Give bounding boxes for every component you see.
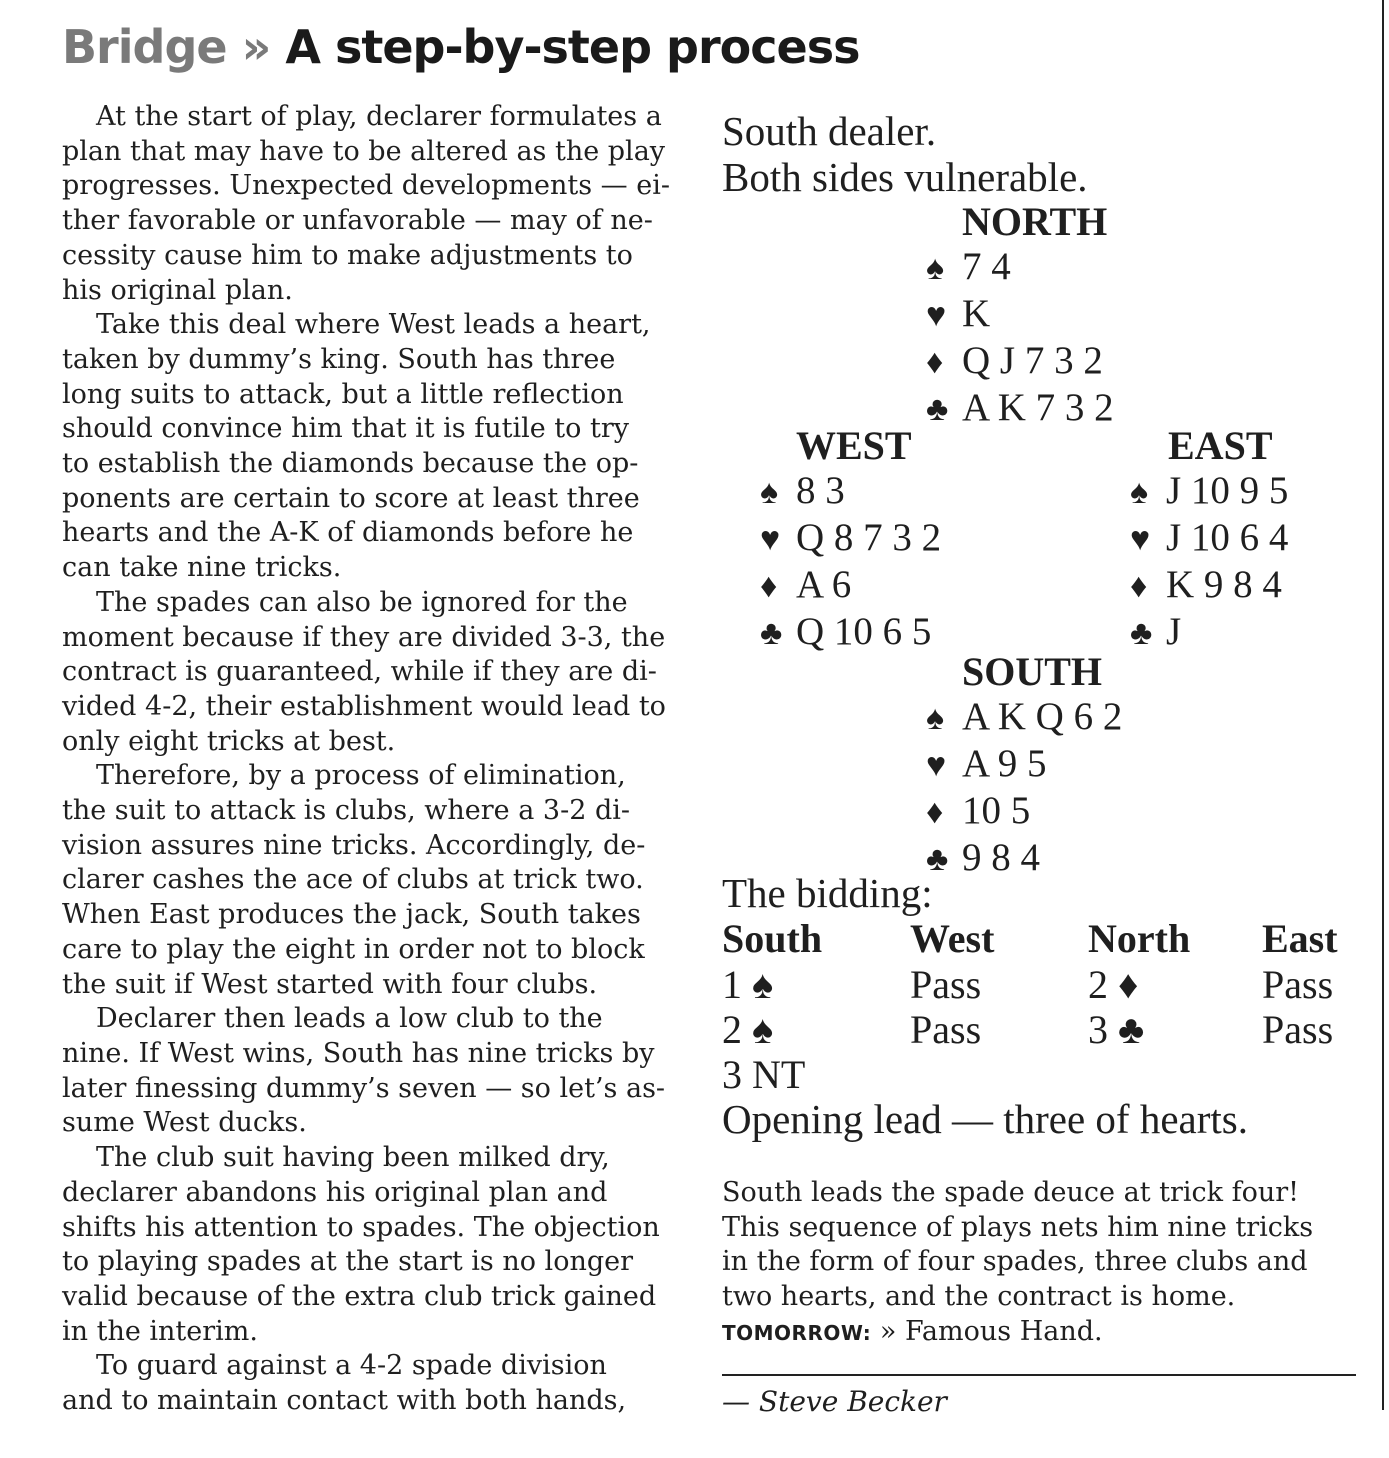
south-spades-row xyxy=(926,694,1122,741)
article-paragraph xyxy=(62,100,702,308)
east-clubs-cards: J xyxy=(1166,610,1182,653)
north-clubs-cards: A K 7 3 2 xyxy=(962,386,1114,429)
heart-suit-icon: ♥ xyxy=(1130,521,1151,558)
opening-lead: Opening lead — three of hearts. xyxy=(722,1096,1248,1142)
conclusion-line: South leads the spade deuce at trick four! xyxy=(722,1177,1299,1208)
bid-cell xyxy=(1262,1052,1362,1097)
south-hearts-row xyxy=(926,741,1122,788)
club-suit-icon: ♣ xyxy=(760,615,783,652)
conclusion xyxy=(722,1176,1362,1351)
bidding-table xyxy=(722,916,1362,1097)
south-label: SOUTH xyxy=(962,649,1103,694)
bidding-header-row xyxy=(722,916,1362,962)
east-clubs-row xyxy=(1130,609,1288,656)
conclusion-line: This sequence of plays nets him nine tricks xyxy=(722,1211,1314,1243)
article-line: only eight tricks at best. xyxy=(62,725,396,757)
article-line: The club suit having been milked dry, xyxy=(96,1142,610,1174)
north-diamonds-cards: Q J 7 3 2 xyxy=(962,339,1103,382)
north-spades-row xyxy=(926,244,1114,291)
diamond-suit-icon: ♦ xyxy=(1130,568,1148,605)
page-headline xyxy=(62,14,860,80)
south-spades-cards: A K Q 6 2 xyxy=(962,695,1123,738)
article-line: At the start of play, declarer formulates a xyxy=(96,101,662,132)
north-clubs-row xyxy=(926,385,1114,432)
west-clubs-row xyxy=(760,609,941,656)
west-spades-row xyxy=(760,468,941,515)
article-line: moment because if they are divided 3-3, the xyxy=(62,621,666,653)
diamond-suit-icon: ♦ xyxy=(926,344,944,381)
article-line: Therefore, by a process of elimination, xyxy=(96,760,626,792)
south-diamonds-row xyxy=(926,788,1122,835)
tomorrow-text: Famous Hand. xyxy=(905,1315,1103,1347)
article-paragraph xyxy=(62,1141,702,1349)
east-diamonds-cards: K 9 8 4 xyxy=(1166,563,1282,606)
west-hand xyxy=(760,468,941,656)
vulnerability-line: Both sides vulnerable. xyxy=(722,154,1088,200)
article-line: The spades can also be ignored for the xyxy=(96,586,628,618)
south-diamonds-cards: 10 5 xyxy=(962,789,1031,832)
article-line: the suit to attack is clubs, where a 3-2 di- xyxy=(62,795,631,827)
bid-cell xyxy=(910,1052,1088,1097)
article-line: declarer abandons his original plan and xyxy=(62,1176,608,1208)
east-spades-cards: J 10 9 5 xyxy=(1166,469,1289,512)
article-line: ponents are certain to score at least three xyxy=(62,482,640,514)
north-hearts-cards: K xyxy=(962,292,991,335)
article-paragraph xyxy=(62,308,702,586)
spade-suit-icon: ♠ xyxy=(926,700,945,737)
article-body xyxy=(62,100,702,1419)
article-line: later finessing dummy’s seven — so let’s as- xyxy=(62,1072,666,1104)
article-paragraph xyxy=(62,1349,702,1418)
article-line: Declarer then leads a low club to the xyxy=(96,1003,603,1035)
article-line: contract is guaranteed, while if they are di- xyxy=(62,656,657,688)
bid-cell: 2 ♠ xyxy=(722,1007,774,1052)
club-suit-icon: ♣ xyxy=(926,841,949,878)
article-line: can take nine tricks. xyxy=(62,552,342,584)
tomorrow-line xyxy=(722,1315,1362,1351)
bid-cell: 2 ♦ xyxy=(1088,962,1139,1007)
byline: — Steve Becker xyxy=(722,1385,947,1418)
spade-suit-icon: ♠ xyxy=(760,474,779,511)
west-diamonds-cards: A 6 xyxy=(796,563,852,606)
article-line: shifts his attention to spades. The objection xyxy=(62,1211,660,1243)
south-hearts-cards: A 9 5 xyxy=(962,742,1047,785)
article-line: valid because of the extra club trick gained xyxy=(62,1280,657,1312)
article-line: and to maintain contact with both hands, xyxy=(62,1385,627,1417)
article-line: Take this deal where West leads a heart, xyxy=(96,309,651,341)
heart-suit-icon: ♥ xyxy=(926,747,947,784)
bid-cell: Pass xyxy=(910,1007,982,1052)
bid-cell xyxy=(1088,1052,1262,1097)
north-diamonds-row xyxy=(926,338,1114,385)
bid-cell: Pass xyxy=(1262,962,1334,1007)
west-spades-cards: 8 3 xyxy=(796,469,845,512)
west-clubs-cards: Q 10 6 5 xyxy=(796,610,932,653)
article-line: progresses. Unexpected developments — ei- xyxy=(62,170,671,202)
article-line: plan that may have to be altered as the play xyxy=(62,135,666,167)
article-line: sume West ducks. xyxy=(62,1107,307,1139)
section-name: Bridge xyxy=(62,20,227,74)
club-suit-icon: ♣ xyxy=(926,391,949,428)
article-line: to establish the diamonds because the op- xyxy=(62,448,639,480)
article-line: vided 4-2, their establishment would lead to xyxy=(62,690,666,722)
bid-cell: 3 NT xyxy=(722,1052,806,1097)
article-line: To guard against a 4-2 spade division xyxy=(96,1350,607,1382)
article-line: the suit if West started with four clubs. xyxy=(62,968,598,1000)
east-label: EAST xyxy=(1168,423,1273,468)
heart-suit-icon: ♥ xyxy=(926,297,947,334)
article-line: his original plan. xyxy=(62,274,293,306)
north-spades-cards: 7 4 xyxy=(962,245,1011,288)
bid-header-west: West xyxy=(910,916,995,961)
article-line: taken by dummy’s king. South has three xyxy=(62,343,616,375)
east-spades-row xyxy=(1130,468,1288,515)
conclusion-line: in the form of four spades, three clubs and xyxy=(722,1246,1308,1278)
bid-cell: 3 ♣ xyxy=(1088,1007,1145,1052)
article-line: hearts and the A-K of diamonds before he xyxy=(62,517,634,549)
diamond-suit-icon: ♦ xyxy=(926,794,944,831)
bid-cell: Pass xyxy=(1262,1007,1334,1052)
article-line: vision assures nine tricks. Accordingly, de- xyxy=(62,829,646,861)
heart-suit-icon: ♥ xyxy=(760,521,781,558)
spade-suit-icon: ♠ xyxy=(926,250,945,287)
article-paragraph xyxy=(62,586,702,760)
bid-header-east: East xyxy=(1262,916,1338,961)
bidding-row xyxy=(722,1007,1362,1052)
dealer-line: South dealer. xyxy=(722,108,937,154)
conclusion-line: two hearts, and the contract is home. xyxy=(722,1281,1236,1313)
east-hearts-row xyxy=(1130,515,1288,562)
west-hearts-cards: Q 8 7 3 2 xyxy=(796,516,942,559)
club-suit-icon: ♣ xyxy=(1130,615,1153,652)
bridge-deal xyxy=(722,108,1362,1142)
west-diamonds-row xyxy=(760,562,941,609)
bid-header-south: South xyxy=(722,916,823,961)
article-line: to playing spades at the start is no longer xyxy=(62,1246,634,1278)
diamond-suit-icon: ♦ xyxy=(760,568,778,605)
article-line: care to play the eight in order not to block xyxy=(62,933,645,965)
article-line: cessity cause him to make adjustments to xyxy=(62,239,633,271)
article-line: clarer cashes the ace of clubs at trick two. xyxy=(62,864,644,896)
north-hearts-row xyxy=(926,291,1114,338)
south-hand xyxy=(926,694,1122,882)
article-line: nine. If West wins, South has nine tricks by xyxy=(62,1037,655,1069)
article-paragraph xyxy=(62,1002,702,1141)
east-hearts-cards: J 10 6 4 xyxy=(1166,516,1289,559)
north-label: NORTH xyxy=(962,199,1108,244)
column-rule xyxy=(1382,0,1384,1410)
east-diamonds-row xyxy=(1130,562,1288,609)
bidding-row xyxy=(722,962,1362,1007)
bid-header-north: North xyxy=(1088,916,1191,961)
byline-divider xyxy=(722,1374,1356,1376)
article-title: A step-by-step process xyxy=(285,20,860,74)
south-clubs-cards: 9 8 4 xyxy=(962,836,1040,879)
bidding-title: The bidding: xyxy=(722,870,933,916)
north-hand xyxy=(926,244,1114,432)
west-label: WEST xyxy=(796,423,912,468)
bidding-row xyxy=(722,1052,1362,1097)
tomorrow-separator: » xyxy=(879,1315,897,1347)
west-hearts-row xyxy=(760,515,941,562)
headline-separator: » xyxy=(241,20,271,74)
article-line: ther favorable or unfavorable — may of ne- xyxy=(62,205,653,237)
bid-cell: Pass xyxy=(910,962,982,1007)
east-hand xyxy=(1130,468,1288,656)
tomorrow-label: TOMORROW: xyxy=(722,1320,872,1345)
south-clubs-row xyxy=(926,835,1122,882)
article-line: When East produces the jack, South takes xyxy=(62,899,641,931)
article-line: in the interim. xyxy=(62,1315,258,1347)
article-line: should convince him that it is futile to try xyxy=(62,413,629,445)
article-paragraph xyxy=(62,759,702,1002)
bid-cell: 1 ♠ xyxy=(722,962,774,1007)
spade-suit-icon: ♠ xyxy=(1130,474,1149,511)
article-line: long suits to attack, but a little reflection xyxy=(62,378,624,410)
